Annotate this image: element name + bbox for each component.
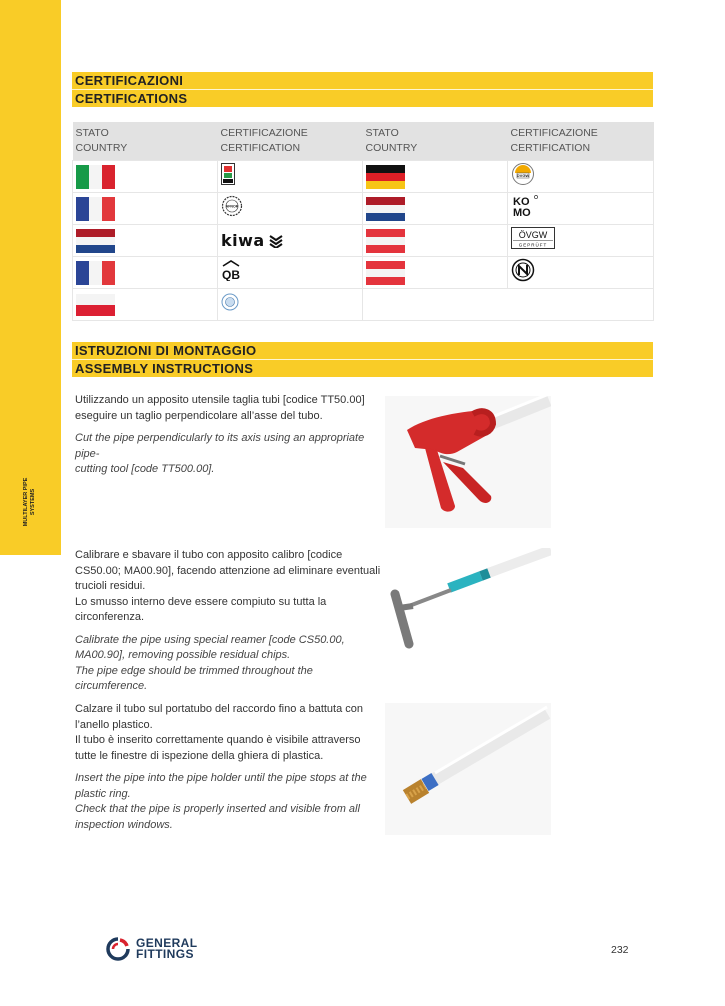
step-1-english: Cut the pipe perpendicularly to its axis using an appropriate pipe- cutting tool [code TT500.00]. [75,432,365,475]
brand-name-line2: FITTINGS [136,947,194,961]
poland-flag-icon [76,294,115,316]
step-1-text [75,393,385,478]
pipe-calibrator-image [385,548,551,680]
assembly-header [72,342,653,377]
netherlands-flag-icon [76,229,115,253]
sidebar-label: MULTILAYER PIPE SYSTEMS [23,477,36,527]
certifications-title-en: CERTIFICATIONS [72,89,653,107]
assembly-title-en: ASSEMBLY INSTRUCTIONS [72,359,653,377]
netherlands-flag-icon [366,197,405,221]
table-row [73,161,654,193]
komo-logo-icon [511,194,541,218]
austrian-seal-icon [511,258,535,282]
france-flag-icon [76,261,115,285]
france-flag-icon [76,197,115,221]
svg-text:MO: MO [513,207,531,218]
certifications-table [72,122,654,321]
step-1-italian: Utilizzando un apposito utensile taglia tubi [codice TT50.00] eseguire un taglio perpendicolare all’asse del tubo. [75,394,365,422]
kiwa-chevron-icon [269,234,283,248]
pipe-fitting-image [385,703,551,835]
brand-logo-icon [105,936,131,962]
column-header: CERTIFICAZIONE CERTIFICATION [508,122,654,161]
dvgw-logo-icon [511,162,535,186]
table-row [73,257,654,289]
page-number: 232 [611,944,629,956]
column-header: CERTIFICAZIONE CERTIFICATION [218,122,363,161]
side-accent-bar [0,0,61,555]
table-row [73,289,654,321]
svg-text:ÖVGW: ÖVGW [518,230,548,240]
svg-text:KO: KO [513,196,530,208]
certifications-header [72,72,653,107]
germany-flag-icon [366,165,405,189]
assembly-title-it: ISTRUZIONI DI MONTAGGIO [75,343,257,358]
step-3-italian: Calzare il tubo sul portatubo del raccordo fino a battuta con l’anello plastico. Il tubo è inserito correttamente quando è visibile attraverso tutte le finestre di ispezione della ghiera di plastica. [75,703,364,762]
svg-text:AFNOR: AFNOR [225,204,239,209]
svg-text:QB: QB [222,268,240,281]
qb-logo-icon [221,259,241,281]
step-3-english: Insert the pipe into the pipe holder until the pipe stops at the plastic ring. Check that the pipe is properly inserted and visible from all inspection windows. [75,772,367,831]
column-header: STATO COUNTRY [363,122,508,161]
brand-name-line1: GENERAL [136,936,198,950]
table-row [73,225,654,257]
general-fittings-logo [105,936,197,962]
column-header: STATO COUNTRY [73,122,218,161]
ovgw-logo-icon [511,227,555,249]
kiwa-logo: kiwa [221,229,283,253]
table-row [73,193,654,225]
step-2-italian: Calibrare e sbavare il tubo con apposito calibro [codice CS50.00; MA00.90], facendo attenzione ad eliminare eventuali trucioli residui. Lo smusso interno deve essere compiuto su tutta la circonferenza. [75,549,381,623]
step-3-text [75,702,385,833]
iip-logo-icon [221,163,235,185]
svg-text:DVGW: DVGW [516,173,530,179]
austria-flag-icon [366,229,405,253]
table-header-row [73,122,654,161]
italy-flag-icon [76,165,115,189]
austria-flag-icon [366,261,405,285]
step-2-text [75,548,385,695]
afnor-seal-icon [221,195,243,217]
step-2-english: Calibrate the pipe using special reamer [code CS50.00, MA00.90], removing possible residual chips. The pipe edge should be trimmed throughout the circumference. [75,633,345,692]
polish-certification-icon [221,293,239,311]
svg-text:GEPRÜFT: GEPRÜFT [518,242,548,248]
pipe-cutter-image [385,396,551,528]
certifications-title-it: CERTIFICAZIONI [75,73,184,88]
